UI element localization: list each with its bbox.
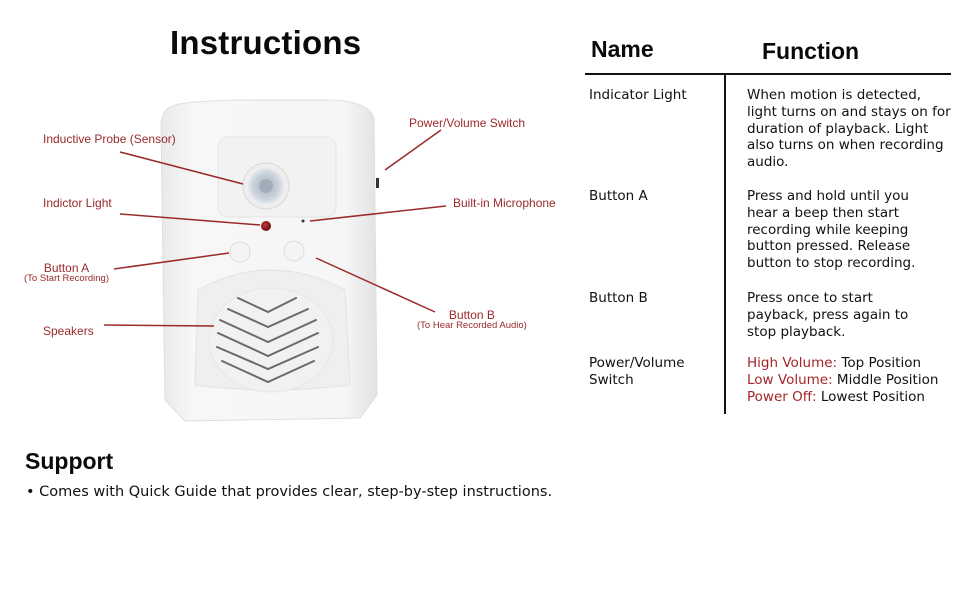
- table-row-function-list: [747, 355, 967, 405]
- table-row-function: Press once to start payback, press again to stop playback.: [747, 290, 909, 340]
- volume-item-key: Low Volume:: [747, 371, 833, 388]
- table-row-name: Button A: [589, 188, 648, 204]
- table-row-name: Button B: [589, 290, 648, 306]
- support-list-item: [26, 484, 552, 500]
- support-heading: Support: [25, 448, 114, 474]
- table-header-name: Name: [591, 36, 654, 62]
- volume-item-low: [747, 372, 967, 389]
- instructions-title: Instructions: [170, 24, 362, 61]
- table-row-function: When motion is detected, light turns on and stays on for duration of playback. Light also turns on when recording audio.: [747, 87, 951, 171]
- callout-button-b: [417, 308, 527, 331]
- table-row-function: Press and hold until you hear a beep then start recording while keeping button pressed. Release button to stop recording.: [747, 188, 916, 272]
- callout-button-a-sublabel: (To Start Recording): [24, 273, 110, 284]
- bullet-icon: •: [26, 484, 35, 500]
- volume-item-key: High Volume:: [747, 355, 838, 371]
- volume-item-value: Middle Position: [832, 371, 939, 388]
- table-header-divider: [585, 73, 951, 75]
- callout-power-volume-switch: Power/Volume Switch: [409, 116, 526, 130]
- volume-item-off: [747, 389, 967, 406]
- volume-item-key: Power Off:: [747, 388, 817, 405]
- table-header-function: Function: [762, 38, 860, 64]
- volume-item-high: [747, 355, 967, 372]
- callout-inductive-probe: Inductive Probe (Sensor): [43, 132, 176, 146]
- callout-indicator-light: Indictor Light: [43, 196, 112, 210]
- callout-button-b-sublabel: (To Hear Recorded Audio): [417, 320, 527, 331]
- callout-speakers: Speakers: [43, 324, 94, 338]
- table-column-divider: [724, 73, 726, 414]
- volume-item-value: Top Position: [837, 355, 922, 371]
- support-item-text: Comes with Quick Guide that provides clear, step-by-step instructions.: [39, 484, 553, 500]
- table-row-name: Indicator Light: [589, 87, 687, 103]
- volume-item-value: Lowest Position: [816, 388, 925, 405]
- callout-button-b-label: Button B: [448, 308, 495, 322]
- callout-button-a-label: Button A: [43, 261, 90, 275]
- callout-button-a: [24, 261, 109, 284]
- table-row-name: Power/Volume Switch: [589, 355, 685, 388]
- callout-built-in-microphone: Built-in Microphone: [453, 196, 556, 210]
